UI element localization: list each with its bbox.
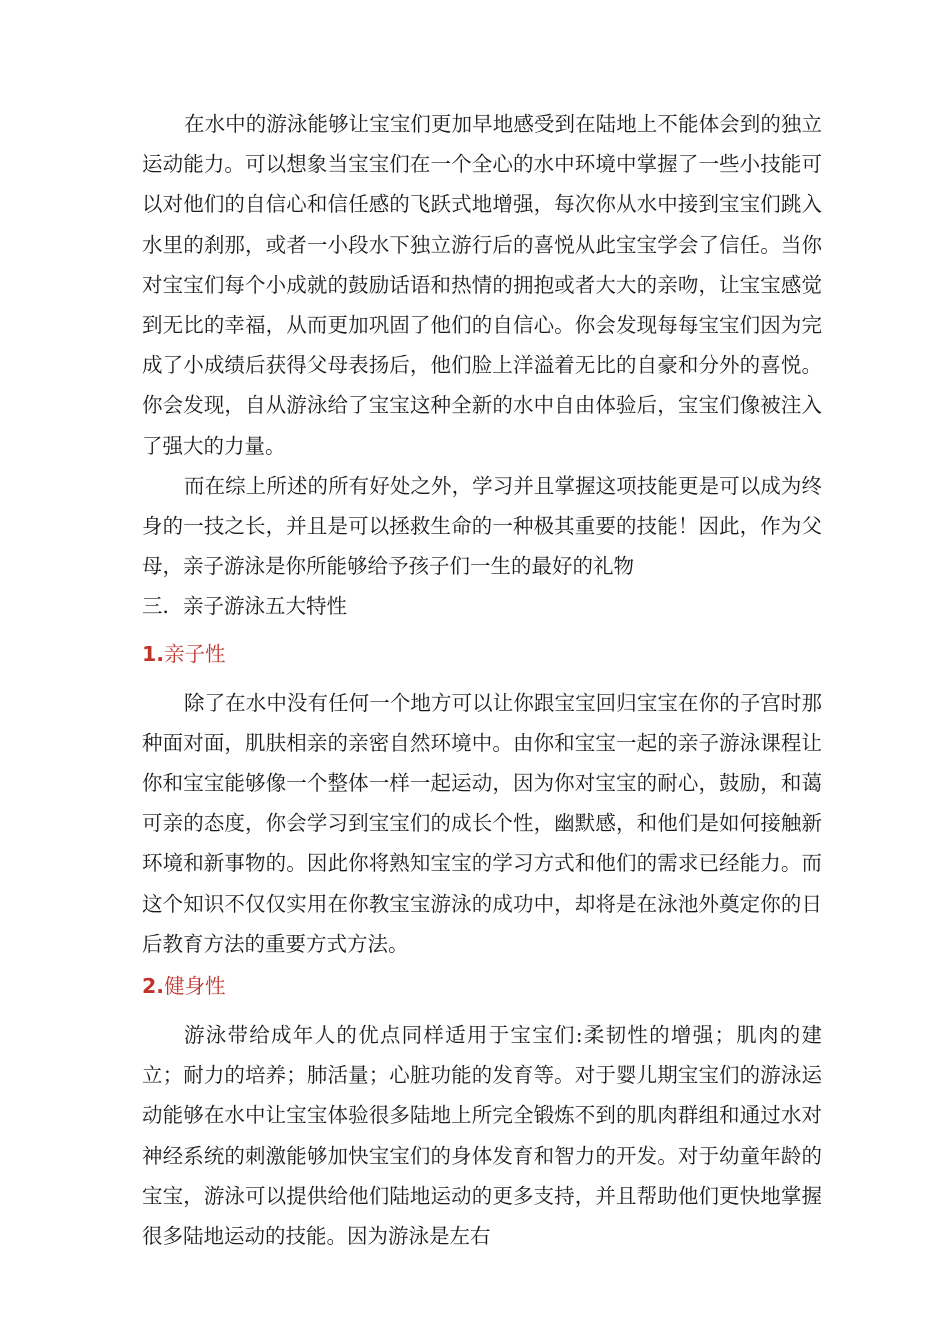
intro-paragraph-1: 在水中的游泳能够让宝宝们更加早地感受到在陆地上不能体会到的独立运动能力。可以想象当宝宝们在一个全心的水中环境中掌握了一些小技能可以对他们的自信心和信任感的飞跃式地增强，每次你从水中接到宝宝们跳入水里的刹那，或者一小段水下独立游行后的喜悦从此宝宝学会了信任。当你对宝宝们每个小成就的鼓励话语和热情的拥抱或者大大的亲吻，让宝宝感觉到无比的幸福，从而更加巩固了他们的自信心。你会发现每每宝宝们因为完成了小成绩后获得父母表扬后，他们脸上洋溢着无比的自豪和分外的喜悦。你会发现，自从游泳给了宝宝这种全新的水中自由体验后，宝宝们像被注入了强大的力量。 (142, 112, 822, 458)
section-title: 三．亲子游泳五大特性 (142, 594, 347, 619)
intro-paragraph-2: 而在综上所述的所有好处之外，学习并且掌握这项技能更是可以成为终身的一技之长，并且是可以拯救生命的一种极其重要的技能！因此，作为父母，亲子游泳是你所能够给予孩子们一生的最好的礼物 (142, 473, 822, 579)
heading-number: 1. (142, 641, 165, 666)
section-2-body: 游泳带给成年人的优点同样适用于宝宝们:柔韧性的增强；肌肉的建立；耐力的培养；肺活量；心脏功能的发育等。对于婴儿期宝宝们的游泳运动能够在水中让宝宝体验很多陆地上所完全锻炼不到的肌肉群组和通过水对神经系统的刺激能够加快宝宝们的身体发育和智力的开发。对于幼童年龄的宝宝，游泳可以提供给他们陆地运动的更多支持，并且帮助他们更快地掌握很多陆地运动的技能。因为游泳是左右 (142, 1023, 822, 1249)
heading-title: 健身性 (164, 974, 226, 999)
heading-number: 2. (142, 974, 165, 999)
section-1-body: 除了在水中没有任何一个地方可以让你跟宝宝回归宝宝在你的子宫时那种面对面，肌肤相亲的亲密自然环境中。由你和宝宝一起的亲子游泳课程让你和宝宝能够像一个整体一样一起运动，因为你对宝宝的耐心，鼓励，和蔼可亲的态度，你会学习到宝宝们的成长个性，幽默感，和他们是如何接触新环境和新事物的。因此你将熟知宝宝的学习方式和他们的需求已经能力。而这个知识不仅仅实用在你教宝宝游泳的成功中，却将是在泳池外奠定你的日后教育方法的重要方式方法。 (142, 690, 822, 956)
document-page (142, 104, 822, 1256)
heading-title: 亲子性 (164, 641, 226, 666)
heading-fitness (142, 966, 822, 1006)
heading-parent-child (142, 634, 822, 674)
